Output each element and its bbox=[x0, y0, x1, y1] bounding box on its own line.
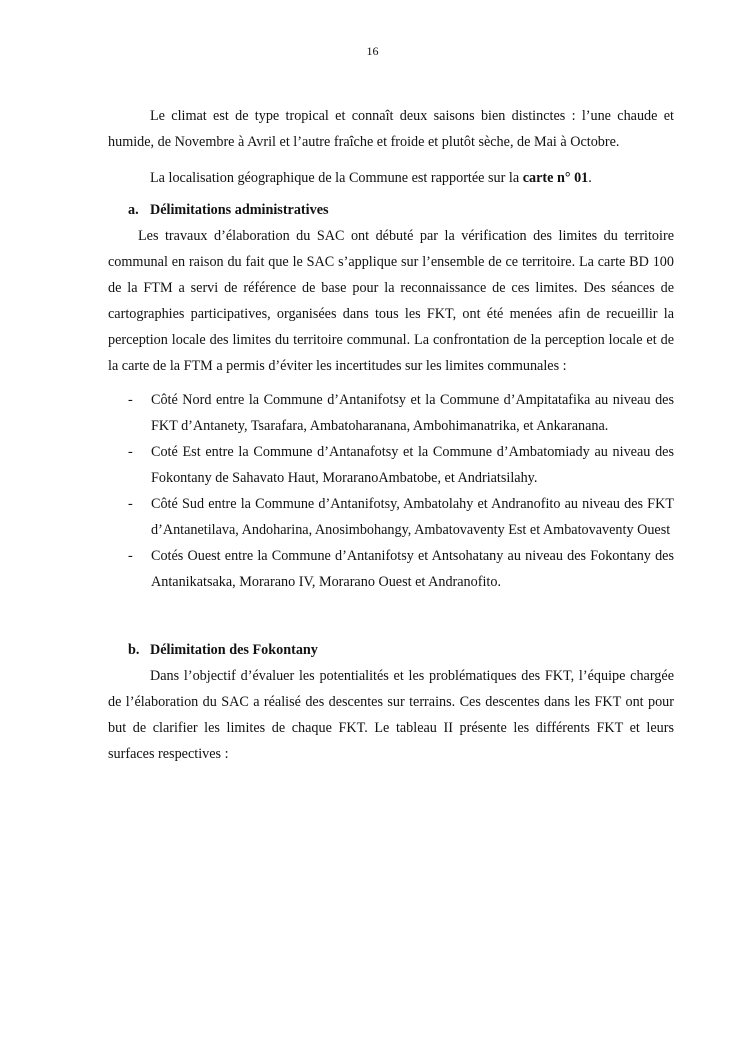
section-letter-b: b. bbox=[128, 642, 140, 658]
map-reference: carte n° 01 bbox=[522, 170, 589, 186]
section-heading-a bbox=[108, 197, 674, 223]
section-letter-a: a. bbox=[128, 202, 139, 218]
list-dash: - bbox=[128, 392, 133, 408]
page-number: 16 bbox=[366, 44, 379, 58]
list-dash: - bbox=[128, 496, 133, 512]
paragraph-localisation bbox=[108, 165, 674, 191]
list-item bbox=[108, 439, 674, 491]
section-title-a: Délimitations administratives bbox=[150, 202, 329, 218]
list-item bbox=[108, 491, 674, 543]
localisation-end: . bbox=[588, 170, 592, 186]
paragraph-delimitations: Les travaux d’élaboration du SAC ont débuté par la vérification des limites du territoire communal en raison du fait que le SAC s’applique sur l’ensemble de ce territoire. La carte BD 100 de la FTM a servi de référence de base pour la reconnaissance de ces limites. Des séances de cartographies participatives, organisées dans tous les FKT, ont été menées afin de recueillir la perception locale des limites du territoire communal. La confrontation de la perception locale et de la carte de la FTM a permis d’éviter les incertitudes sur les limites communales : bbox=[108, 228, 674, 374]
document-body bbox=[108, 103, 674, 767]
section-heading-b bbox=[108, 637, 674, 663]
localisation-text: La localisation géographique de la Commune est rapportée sur la bbox=[150, 170, 523, 186]
list-item-text: Côté Sud entre la Commune d’Antanifotsy, Ambatolahy et Andranofito au niveau des FKT d’Antanetilava, Andoharina, Anosimbohangy, Ambatovaventy Est et Ambatovaventy Ouest bbox=[151, 496, 674, 538]
list-item-text: Coté Est entre la Commune d’Antanafotsy et la Commune d’Ambatomiady au niveau des Fokontany de Sahavato Haut, MoraranoAmbatobe, et Andriatsilahy. bbox=[151, 444, 674, 486]
limits-list bbox=[108, 387, 674, 595]
list-item-text: Cotés Ouest entre la Commune d’Antanifotsy et Antsohatany au niveau des Fokontany des Antanikatsaka, Morarano IV, Morarano Ouest et Andranofito. bbox=[151, 548, 674, 590]
list-dash: - bbox=[128, 548, 133, 564]
paragraph-climat: Le climat est de type tropical et connaît deux saisons bien distinctes : l’une chaude et humide, de Novembre à Avril et l’autre fraîche et froide et plutôt sèche, de Mai à Octobre. bbox=[108, 108, 674, 150]
list-dash: - bbox=[128, 444, 133, 460]
list-item bbox=[108, 543, 674, 595]
list-item bbox=[108, 387, 674, 439]
paragraph-fokontany: Dans l’objectif d’évaluer les potentialités et les problématiques des FKT, l’équipe chargée de l’élaboration du SAC a réalisé des descentes sur terrains. Ces descentes dans les FKT ont pour but de clarifier les limites de chaque FKT. Le tableau II présente les différents FKT et leurs surfaces respectives : bbox=[108, 668, 674, 762]
section-title-b: Délimitation des Fokontany bbox=[150, 642, 318, 658]
list-item-text: Côté Nord entre la Commune d’Antanifotsy et la Commune d’Ampitatafika au niveau des FKT d’Antanety, Tsarafara, Ambatoharanana, Ambohimanatrika, et Ankaranana. bbox=[151, 392, 674, 434]
